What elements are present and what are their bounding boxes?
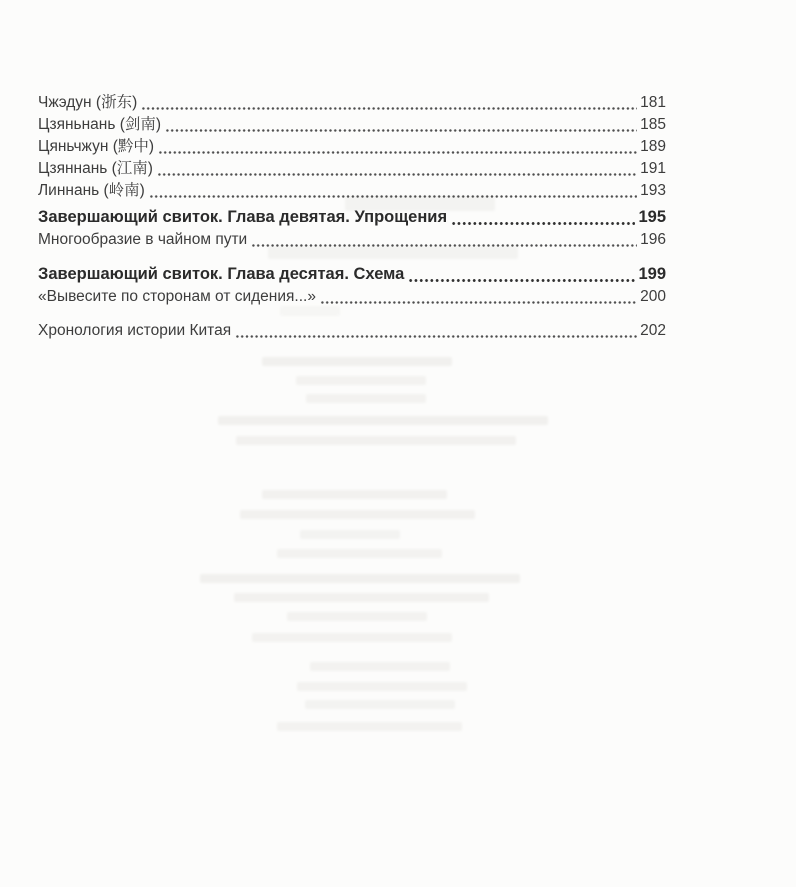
bleed-through-line [262, 357, 452, 366]
dotted-leader [320, 299, 637, 304]
bleed-through-line [297, 682, 467, 691]
toc-entry-label: Завершающий свиток. Глава десятая. Схема [38, 265, 405, 283]
bleed-through-line [262, 490, 447, 499]
bleed-through-line [300, 530, 400, 539]
dotted-leader [408, 277, 635, 282]
toc-entry-label: Цзяннань (江南) [38, 160, 153, 177]
toc-entry-page-number: 191 [640, 160, 666, 177]
toc-entry-label: Чжэдун (浙东) [38, 94, 138, 111]
toc-entry-page-number: 200 [640, 288, 666, 305]
bleed-through-line [240, 510, 475, 519]
bleed-through-line [200, 574, 520, 583]
bleed-through-line [277, 722, 462, 731]
toc-entry-label: Линнань (岭南) [38, 182, 145, 199]
dotted-leader [165, 127, 637, 132]
dotted-leader [251, 242, 637, 247]
toc-entry-label: Завершающий свиток. Глава девятая. Упрощения [38, 208, 448, 226]
table-of-contents [38, 92, 666, 342]
dotted-leader [149, 193, 637, 198]
dotted-leader [158, 149, 637, 154]
dotted-leader [157, 171, 637, 176]
dotted-leader [235, 333, 637, 338]
toc-entry-label: Цзяньнань (剑南) [38, 116, 162, 133]
bleed-through-line [287, 612, 427, 621]
toc-entry-label: Цяньчжун (黔中) [38, 138, 155, 155]
toc-entry [38, 136, 666, 158]
bleed-through-line [310, 662, 450, 671]
toc-entry-page-number: 196 [640, 231, 666, 248]
bleed-through-line [234, 593, 489, 602]
toc-entry [38, 286, 666, 308]
dotted-leader [141, 105, 637, 110]
toc-entry-page-number: 181 [640, 94, 666, 111]
toc-entry [38, 229, 666, 251]
toc-entry [38, 114, 666, 136]
toc-chapter-heading [38, 206, 666, 229]
bleed-through-line [305, 700, 455, 709]
dotted-leader [451, 220, 635, 225]
toc-entry-label: «Вывесите по сторонам от сидения...» [38, 288, 316, 305]
toc-entry-page-number: 199 [638, 265, 666, 283]
bleed-through-line [236, 436, 516, 445]
toc-chapter-heading [38, 263, 666, 286]
bleed-through-line [252, 633, 452, 642]
toc-entry [38, 180, 666, 202]
toc-entry-label: Хронология истории Китая [38, 322, 232, 339]
bleed-through-line [296, 376, 426, 385]
toc-entry-page-number: 202 [640, 322, 666, 339]
toc-entry-page-number: 185 [640, 116, 666, 133]
bleed-through-line [277, 549, 442, 558]
bleed-through-line [306, 394, 426, 403]
toc-entry-page-number: 193 [640, 182, 666, 199]
toc-entry [38, 158, 666, 180]
toc-entry-page-number: 195 [638, 208, 666, 226]
toc-entry [38, 92, 666, 114]
toc-entry [38, 320, 666, 342]
bleed-through-line [218, 416, 548, 425]
toc-entry-page-number: 189 [640, 138, 666, 155]
toc-entry-label: Многообразие в чайном пути [38, 231, 248, 248]
